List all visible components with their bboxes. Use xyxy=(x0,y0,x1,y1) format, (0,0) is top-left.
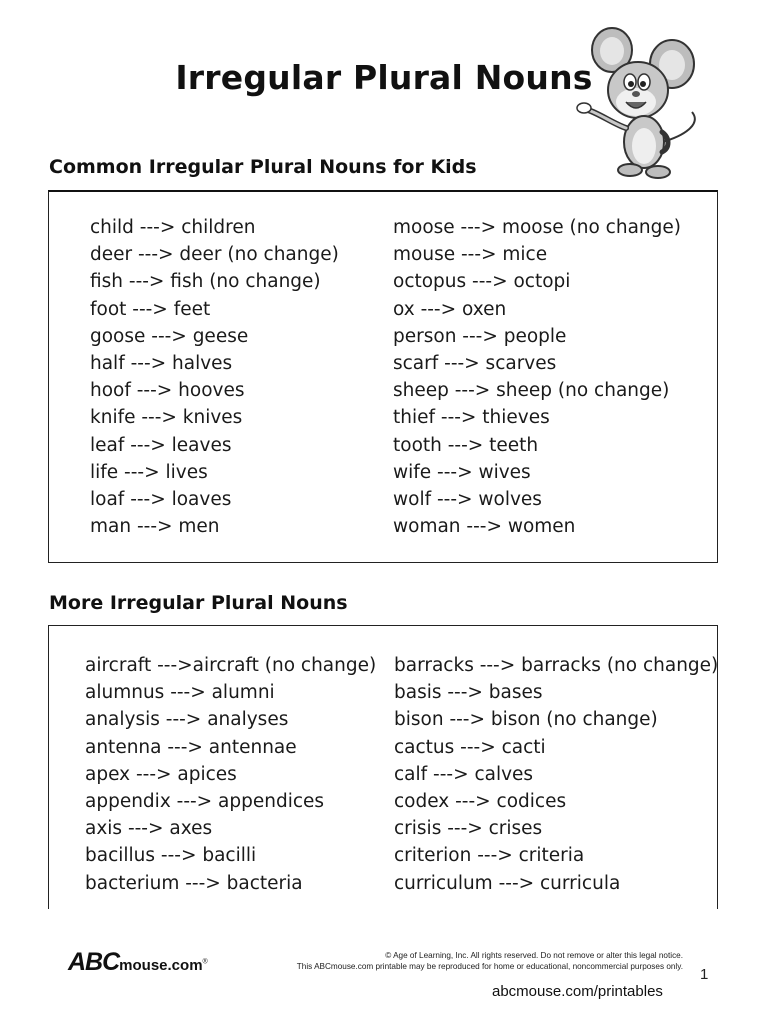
noun-pair: knife ---> knives xyxy=(90,407,243,429)
noun-pair: foot ---> feet xyxy=(90,298,211,320)
noun-pair: criterion ---> criteria xyxy=(394,845,585,867)
noun-pair: scarf ---> scarves xyxy=(393,352,557,374)
common-nouns-right-column xyxy=(393,214,681,540)
noun-pair: aircraft --->aircraft (no change) xyxy=(85,655,377,676)
printables-url: abcmouse.com/printables xyxy=(492,983,663,1000)
legal-line-1: © Age of Learning, Inc. All rights reserved. Do not remove or alter this legal notice. xyxy=(385,951,683,960)
noun-pair: loaf ---> loaves xyxy=(90,488,232,510)
noun-pair: wolf ---> wolves xyxy=(393,488,542,510)
page-title: Irregular Plural Nouns xyxy=(175,58,593,97)
noun-pair: hoof ---> hooves xyxy=(90,380,245,402)
noun-pair: curriculum ---> curricula xyxy=(394,872,621,894)
noun-pair: woman ---> women xyxy=(393,516,576,538)
common-nouns-left-column xyxy=(90,214,339,540)
more-nouns-box xyxy=(48,625,718,909)
noun-pair: analysis ---> analyses xyxy=(85,709,289,731)
logo-mouse-text: mouse.com xyxy=(119,957,203,974)
noun-pair: goose ---> geese xyxy=(90,325,249,347)
noun-pair: person ---> people xyxy=(393,325,567,347)
noun-pair: deer ---> deer (no change) xyxy=(90,244,339,266)
noun-pair: fish ---> fish (no change) xyxy=(90,271,321,293)
noun-pair: moose ---> moose (no change) xyxy=(393,217,681,238)
section-heading-more: More Irregular Plural Nouns xyxy=(49,592,348,614)
noun-pair: cactus ---> cacti xyxy=(394,736,546,758)
noun-pair: basis ---> bases xyxy=(394,682,543,704)
common-nouns-box xyxy=(48,190,718,563)
more-nouns-right-column xyxy=(394,652,718,897)
page-number: 1 xyxy=(700,966,709,983)
noun-pair: appendix ---> appendices xyxy=(85,790,325,812)
noun-pair: crisis ---> crises xyxy=(394,818,543,840)
section-heading-common: Common Irregular Plural Nouns for Kids xyxy=(49,156,477,178)
mouse-mascot-icon xyxy=(574,24,709,184)
noun-pair: sheep ---> sheep (no change) xyxy=(393,380,670,402)
legal-notice xyxy=(297,950,683,972)
noun-pair: codex ---> codices xyxy=(394,790,567,812)
noun-pair: ox ---> oxen xyxy=(393,298,507,320)
noun-pair: leaf ---> leaves xyxy=(90,434,232,456)
logo-registered-mark: ® xyxy=(202,958,208,966)
noun-pair: apex ---> apices xyxy=(85,763,237,785)
noun-pair: barracks ---> barracks (no change) xyxy=(394,655,719,676)
noun-pair: bacterium ---> bacteria xyxy=(85,872,303,894)
noun-pair: alumnus ---> alumni xyxy=(85,682,275,704)
more-nouns-left-column xyxy=(85,652,376,897)
noun-pair: mouse ---> mice xyxy=(393,244,548,266)
legal-line-2: This ABCmouse.com printable may be reproduced for home or educational, noncommercial purposes only. xyxy=(296,962,683,971)
noun-pair: thief ---> thieves xyxy=(393,407,550,429)
noun-pair: bacillus ---> bacilli xyxy=(85,845,257,867)
noun-pair: octopus ---> octopi xyxy=(393,271,571,293)
noun-pair: antenna ---> antennae xyxy=(85,736,297,758)
noun-pair: calf ---> calves xyxy=(394,763,534,785)
noun-pair: tooth ---> teeth xyxy=(393,434,539,456)
noun-pair: wife ---> wives xyxy=(393,461,531,483)
noun-pair: axis ---> axes xyxy=(85,818,213,840)
noun-pair: life ---> lives xyxy=(90,461,208,483)
noun-pair: man ---> men xyxy=(90,516,220,538)
noun-pair: bison ---> bison (no change) xyxy=(394,709,658,731)
noun-pair: half ---> halves xyxy=(90,352,233,374)
logo-abc-text: ABC xyxy=(68,948,120,976)
noun-pair: child ---> children xyxy=(90,217,256,238)
abcmouse-logo xyxy=(68,948,208,977)
